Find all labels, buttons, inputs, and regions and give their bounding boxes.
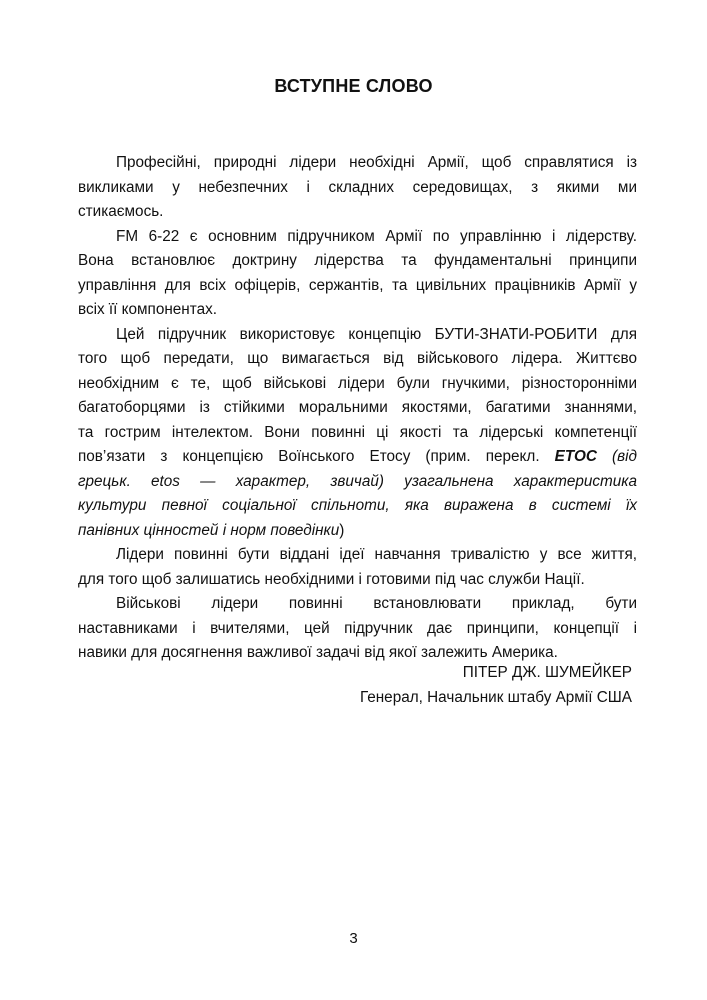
text-line [78,617,637,642]
paragraph [78,323,637,544]
text-line [78,641,637,666]
text-line [78,470,637,495]
text-segment: Військові лідери повинні встановлювати приклад, бути [116,595,637,612]
text-segment: пов’язати з концепцією Воїнського Етосу (прим. перекл. [78,448,555,465]
text-segment: наставниками і вчителями, цей підручник дає принципи, концепції і [78,619,637,637]
page-number: 3 [349,930,358,947]
text-segment: Професійні, природні лідери необхідні Армії, щоб справлятися із [116,154,637,171]
text-line [78,225,637,250]
text-segment: управління для всіх офіцерів, сержантів, та цивільних працівників Армії у [78,276,637,294]
text-line [78,568,637,593]
text-line [78,372,637,397]
text-segment: багатоборцями із стійкими моральними якостями, багатими знаннями, [78,399,637,416]
text-line [78,323,637,348]
text-segment: всіх її компонентах. [78,301,217,318]
text-segment: грецьк. etos — характер, звичай) узагальнена характеристика [78,472,637,490]
text-segment: ЕТОС [554,448,597,465]
text-segment: Лідери повинні бути віддані ідеї навчання тривалістю у все життя, [116,546,637,563]
text-line [78,396,637,421]
text-line [78,249,637,274]
text-segment: стикаємось. [78,203,164,220]
page-title: ВСТУПНЕ СЛОВО [274,76,433,96]
text-line [78,421,637,446]
text-segment: панівних цінностей і норм поведінки [78,521,340,539]
text-line [78,494,637,519]
paragraph [78,225,637,323]
text-line [78,200,637,225]
text-segment: FM 6-22 є основним підручником Армії по управлінню і лідерству. [116,227,637,245]
text-line [78,543,637,568]
text-segment: та гострим інтелектом. Вони повинні ці якості та лідерські компетенції [78,423,637,441]
text-segment: ) [339,521,345,539]
text-line [78,176,637,201]
text-segment: (від [596,448,637,465]
text-segment: для того щоб залишатись необхідними і готовими під час служби Нації. [78,570,585,588]
text-line [78,347,637,372]
paragraph [78,592,637,666]
text-line [78,274,637,299]
text-line [78,298,637,323]
text-segment: Цей підручник використовує концепцію БУТИ-ЗНАТИ-РОБИТИ для [116,325,637,343]
text-segment: Вона встановлює доктрину лідерства та фундаментальні принципи [78,252,637,269]
signature-name: ПІТЕР ДЖ. ШУМЕЙКЕР [462,664,632,681]
text-segment: того щоб передати, що вимагається від військового лідера. Життєво [78,350,637,367]
text-line [78,592,637,617]
text-segment: навики для досягнення важливої задачі від якої залежить Америка. [78,644,558,661]
text-segment: культури певної соціальної спільноти, яка виражена в системі їх [78,497,637,514]
text-segment: необхідним є те, щоб військові лідери були гнучкими, різносторонніми [78,374,637,392]
paragraph [78,543,637,592]
text-segment: викликами у небезпечних і складних середовищах, з якими ми [78,178,637,196]
text-line [78,151,637,176]
signature-position: Генерал, Начальник штабу Армії США [359,689,632,706]
text-line [78,519,637,544]
foreword-body [78,151,637,666]
text-line [78,445,637,470]
paragraph [78,151,637,225]
